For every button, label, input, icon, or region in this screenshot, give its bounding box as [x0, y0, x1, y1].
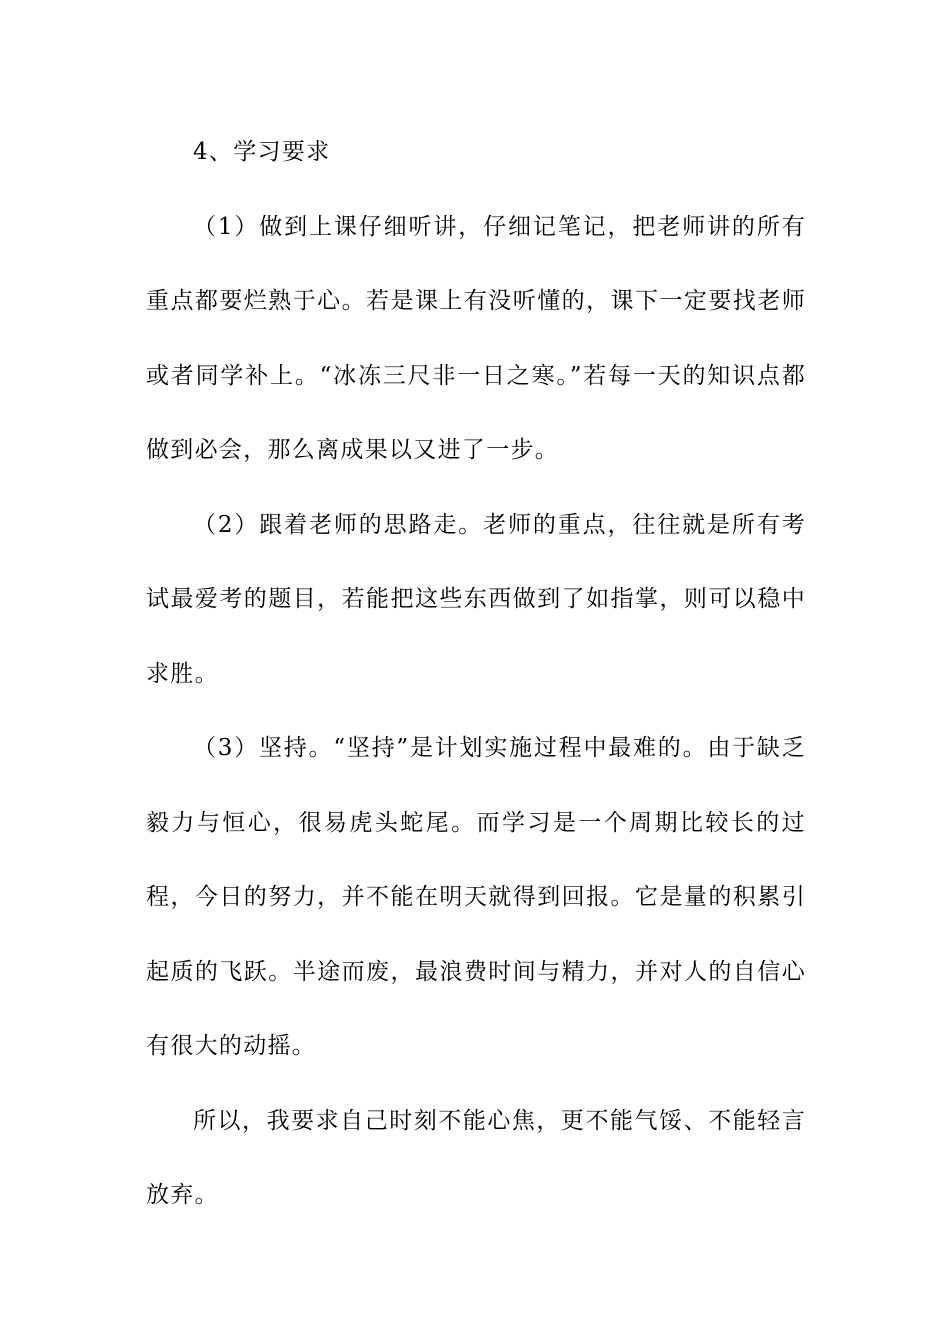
paragraph-2: （2）跟着老师的思路走。老师的重点，往往就是所有考试最爱考的题目，若能把这些东西做到了如指掌，则可以稳中求胜。 [146, 511, 806, 687]
section-heading: 4、学习要求 [193, 139, 331, 165]
paragraph-3: （3）坚持。“坚持”是计划实施过程中最难的。由于缺乏毅力与恒心，很易虎头蛇尾。而学习是一个周期比较长的过程，今日的努力，并不能在明天就得到回报。它是量的积累引起质的飞跃。半途而废，最浪费时间与精力，并对人的自信心有很大的动摇。 [146, 735, 806, 1059]
paragraph-4: 所以，我要求自己时刻不能心焦，更不能气馁、不能轻言放弃。 [146, 1107, 806, 1208]
paragraph-1: （1）做到上课仔细听讲，仔细记笔记，把老师讲的所有重点都要烂熟于心。若是课上有没听懂的，课下一定要找老师或者同学补上。“冰冻三尺非一日之寒。”若每一天的知识点都做到必会，那么离成果以又进了一步。 [146, 213, 806, 463]
document-body [146, 115, 806, 1233]
